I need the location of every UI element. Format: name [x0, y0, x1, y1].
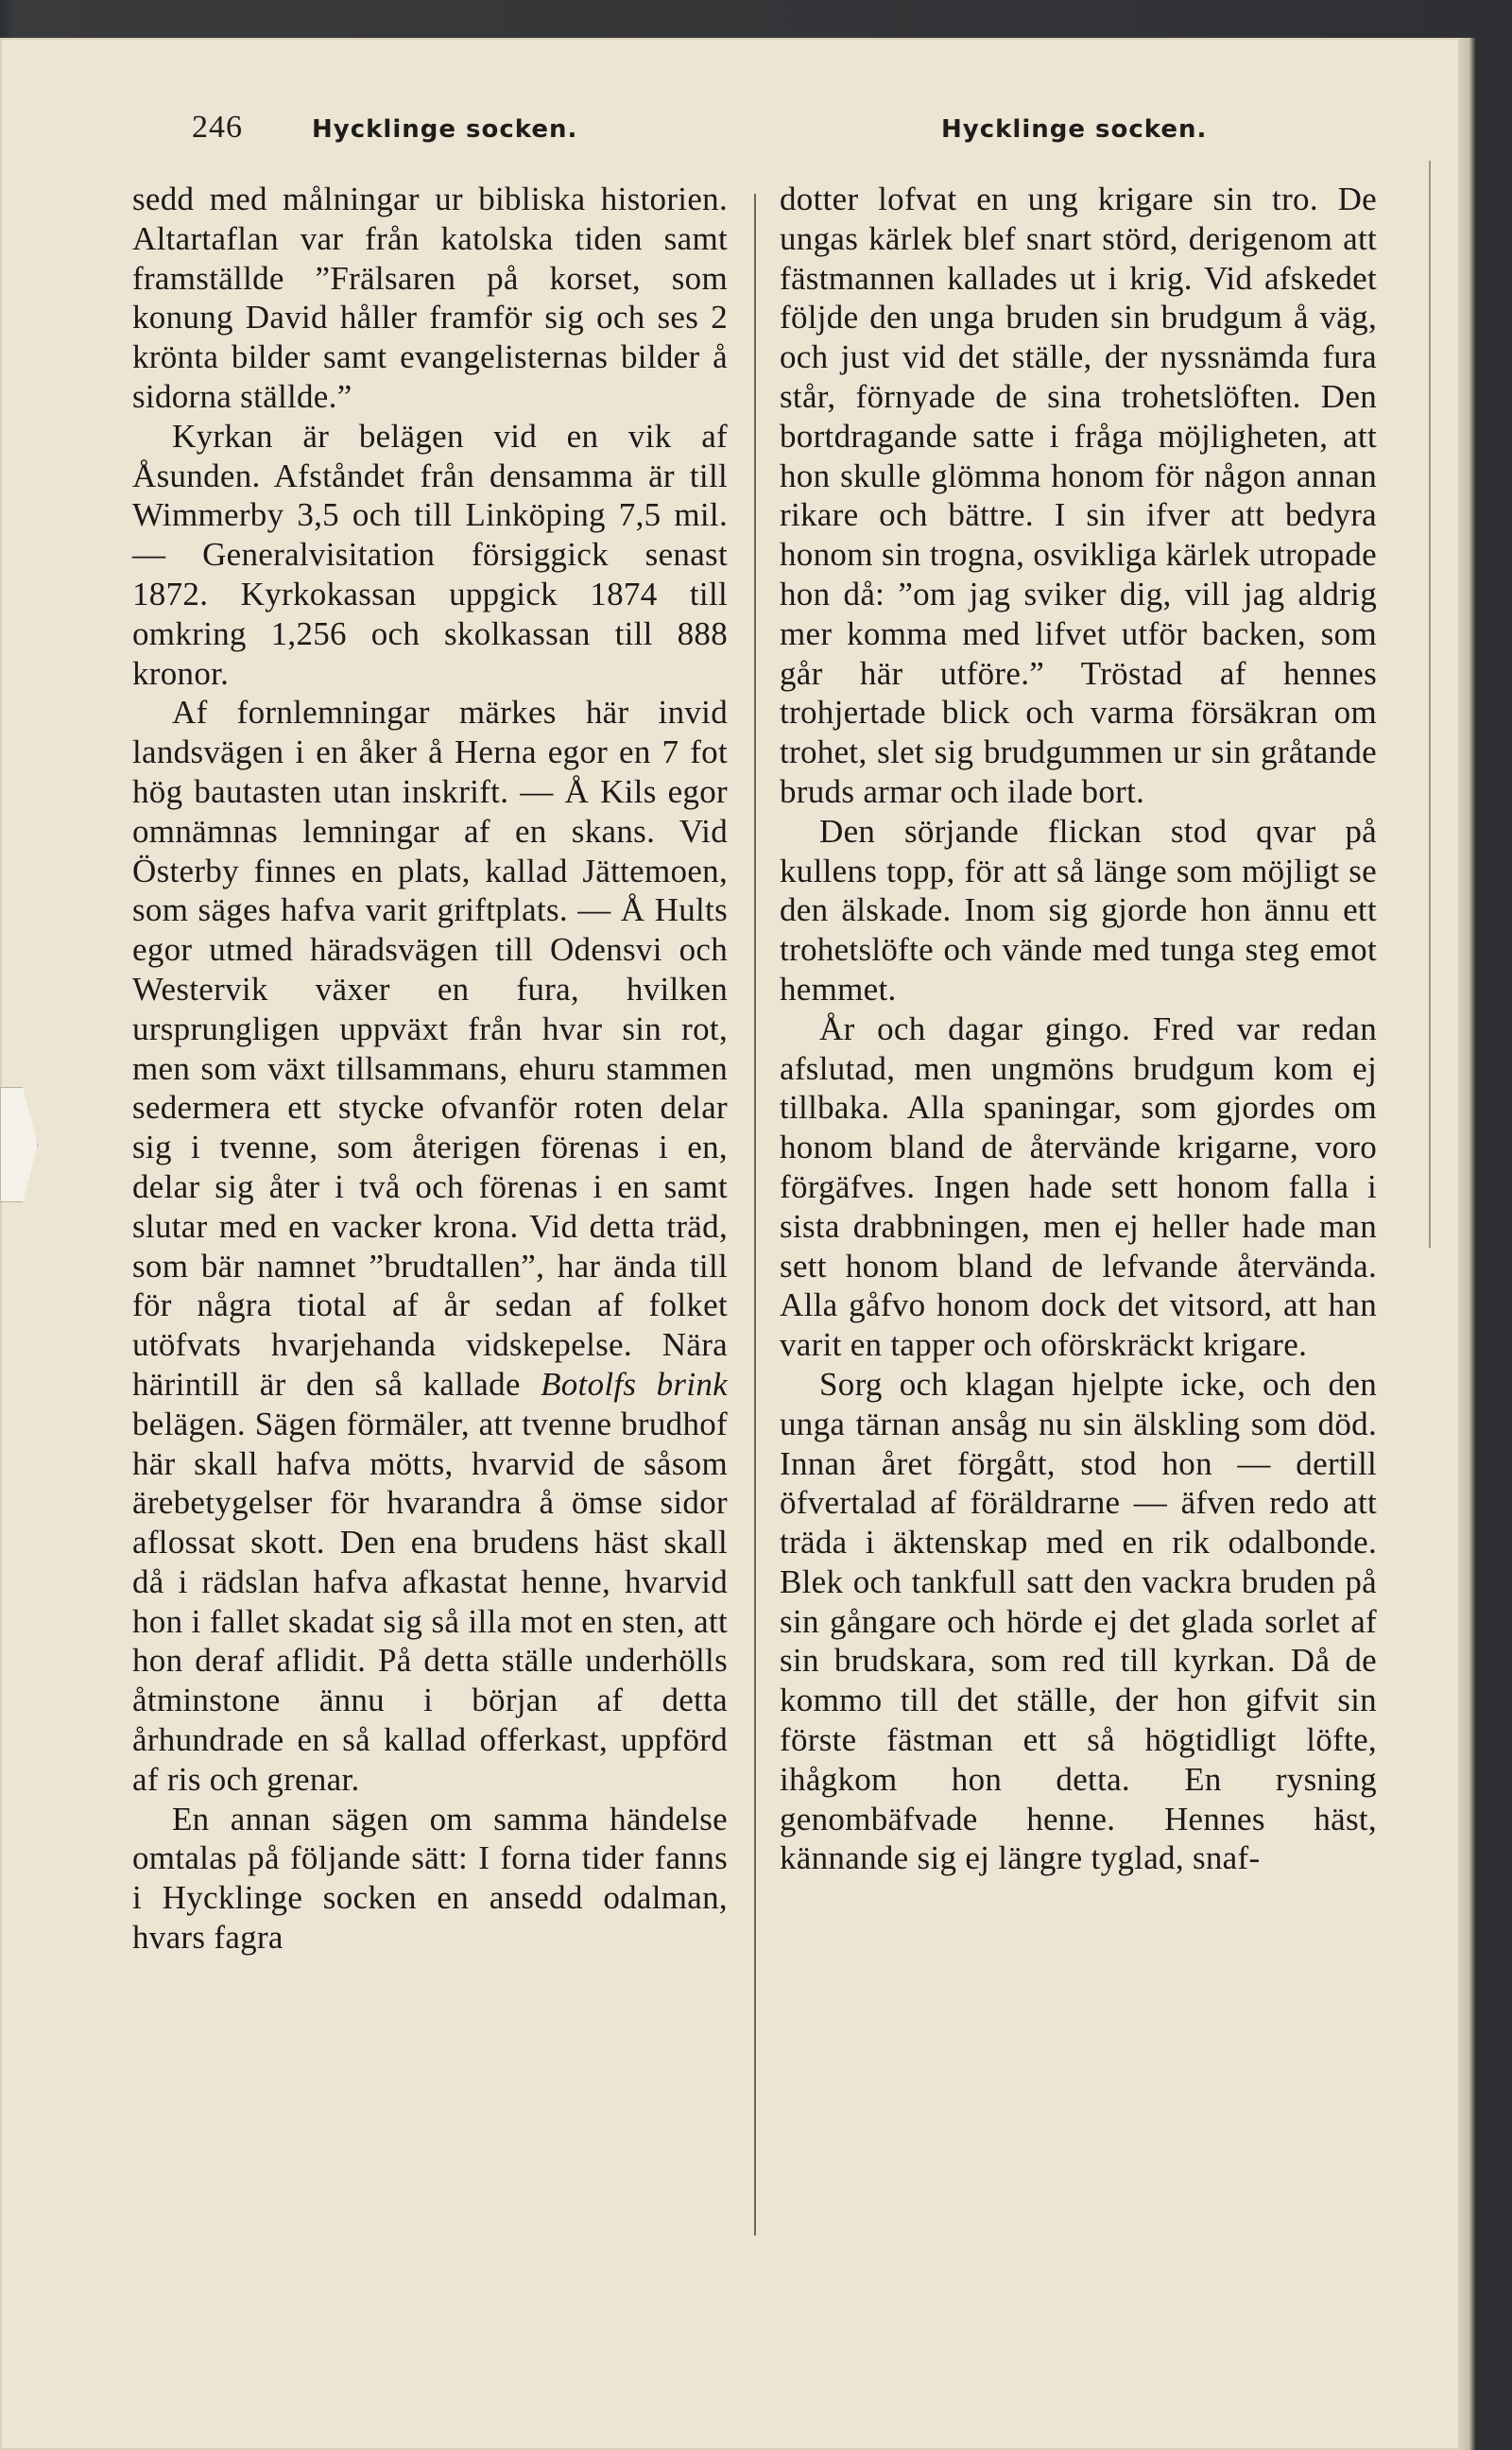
left-paragraph-2: Kyrkan är belägen vid en vik af Åsunden. Afståndet från densamma är till Wimmerby 3,5 och till Linköping 7,5 mil. — Generalvisitation försiggick senast 1872. Kyrkokassan uppgick 1874 till omkring 1,256 och skolkassan till 888 kronor.	[132, 417, 728, 692]
left-paragraph-1: sedd med målningar ur bibliska historien. Altartaflan var från katolska tiden samt framställde ”Frälsaren på korset, som konung David håller framför sig och ses 2 krönta bilder samt evangelisternas bilder å sidorna ställde.”	[132, 181, 728, 415]
running-head-right: Hycklinge socken.	[941, 115, 1208, 144]
left-paragraph-4: En annan sägen om samma händelse omtalas på följande sätt: I forna tider fanns i Hycklinge socken en ansedd odalman, hvars fagra	[132, 1800, 728, 1957]
left-paragraph-3-end: belägen. Sägen förmäler, att tvenne brudhof här skall hafva mötts, hvarvid de såsom ärebetygelser för hvarandra å ömse sidor aflossat skott. Den ena brudens häst skall då i rädslan hafva afkastat henne, hvarvid hon i fallet skadat sig så illa mot en sten, att hon deraf aflidit. På detta ställe underhölls åtminstone ännu i början af detta århundrade en så kallad offerkast, uppförd af ris och grenar.	[132, 1405, 728, 1798]
right-paragraph-2: Den sörjande flickan stod qvar på kullens topp, för att så länge som möjligt se den älskade. Inom sig gjorde hon ännu ett trohetslöfte och vände med tunga steg emot hemmet.	[780, 812, 1377, 1008]
column-divider	[754, 194, 756, 2235]
page-edge	[1460, 38, 1475, 2450]
right-column	[780, 180, 1377, 1878]
right-paragraph-3: År och dagar gingo. Fred var redan afslutad, men ungmöns brudgum kom ej tillbaka. Alla spaningar, som gjordes om honom bland de återvände krigarne, voro förgäfves. Ingen hade sett honom falla i sista drabbningen, men ej heller hade man sett honom bland de lefvande återvända. Alla gåfvo honom dock det vitsord, att han varit en tapper och oförskräckt krigare.	[780, 1009, 1377, 1364]
left-paragraph-3	[132, 693, 728, 1799]
place-name-italic: Botolfs brink	[541, 1365, 729, 1403]
left-paragraph-3-start: Af fornlemningar märkes här invid landsvägen i en åker å Herna egor en 7 fot hög bautasten utan inskrift. — Å Kils egor omnämnas lemningar af en skans. Vid Österby finnes en plats, kallad Jättemoen, som säges hafva varit griftplats. — Å Hults egor utmed häradsvägen till Odensvi och Westervik växer en fura, hvilken ursprungligen uppväxt från hvar sin rot, men som växt tillsammans, ehuru stammen sedermera ett stycke ofvanför roten delar sig i tvenne, som återigen förenas i en, delar sig åter i två och förenas i en samt slutar med en vacker krona. Vid detta träd, som bär namnet ”brudtallen”, har ända till för några tiotal af år sedan af folket utöfvats hvarjehanda vidskepelse. Nära härintill är den så kallade	[132, 694, 728, 1403]
running-head-left: Hycklinge socken.	[312, 115, 578, 144]
page-number: 246	[192, 110, 243, 145]
margin-rule	[1429, 161, 1431, 1248]
left-column	[132, 180, 728, 1958]
right-paragraph-1: dotter lofvat en ung krigare sin tro. De ungas kärlek blef snart störd, derigenom att fästmannen kallades ut i krig. Vid afskedet följde den unga bruden sin brudgum å väg, och just vid det ställe, der nyssnämda fura står, förnyade de sina trohetslöften. Den bortdragande satte i fråga möjligheten, att hon skulle glömma honom för någon annan rikare och bättre. I sin ifver att bedyra honom sin trogna, osvikliga kärlek utropade hon då: ”om jag sviker dig, vill jag aldrig mer komma med lifvet utför backen, som går här utföre.” Tröstad af hennes trohjertade blick och varma försäkran om trohet, slet sig brudgummen ur sin gråtande bruds armar och ilade bort.	[780, 181, 1377, 810]
right-paragraph-4: Sorg och klagan hjelpte icke, och den unga tärnan ansåg nu sin älskling som död. Innan året förgått, stod hon — dertill öfvertalad af föräldrarne — äfven redo att träda i äktenskap med en rik odalbonde. Blek och tankfull satt den vackra bruden på sin gångare och hörde ej det glada sorlet af sin brudskara, som red till kyrkan. Då de kommo till det ställe, der hon gifvit sin förste fästman ett så högtidligt löfte, ihågkom hon detta. En rysning genombäfvade henne. Hennes häst, kännande sig ej längre tyglad, snaf-	[780, 1365, 1377, 1877]
